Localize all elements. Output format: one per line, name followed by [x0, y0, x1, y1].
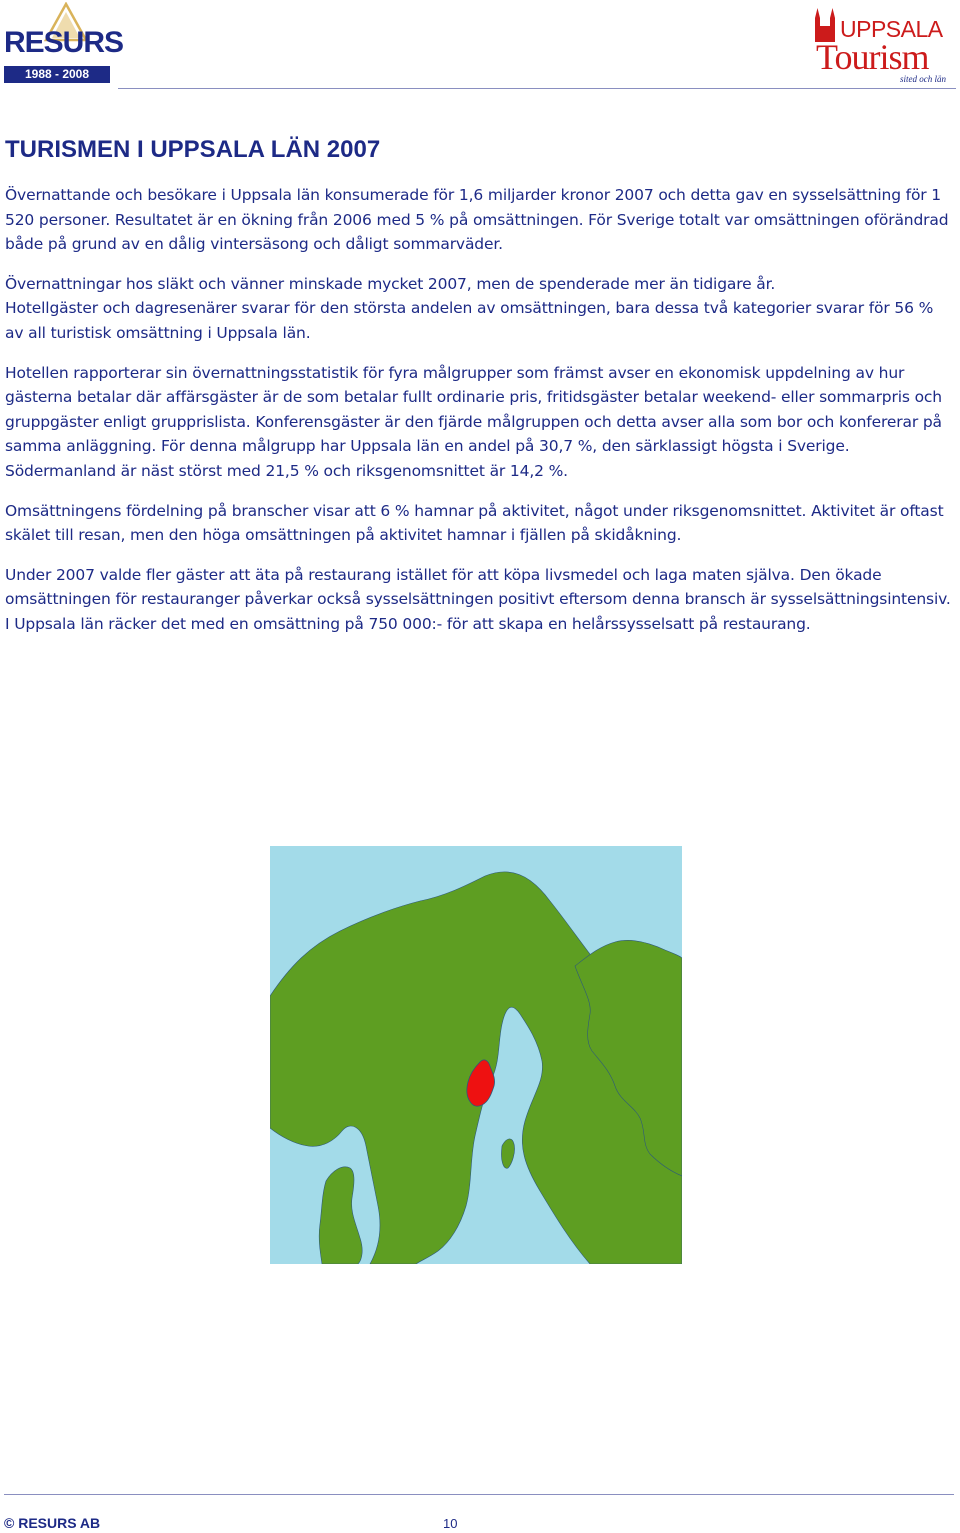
paragraph-1: Övernattande och besökare i Uppsala län konsumerade för 1,6 miljarder kronor 2007 och detta gav en sysselsättning för 1 520 personer. Resultatet är en ökning från 2006 med 5 % på omsättningen. För Sverige totalt var omsättningen oförändrad både på grund av en dålig vintersäsong och dåligt sommarväder. — [5, 186, 949, 254]
header-divider — [118, 88, 956, 89]
logo-tagline: sited och län — [900, 74, 946, 84]
footer-divider — [4, 1494, 954, 1495]
paragraph-2: Övernattningar hos släkt och vänner minskade mycket 2007, men de spenderade mer än tidigare år. — [5, 274, 776, 293]
scandinavia-map — [270, 846, 682, 1264]
body-text — [5, 183, 953, 652]
uppsala-tourism-logo — [808, 6, 958, 86]
logo-tourism-text: Tourism — [816, 37, 929, 77]
logo-uppsala-text: UPPSALA — [840, 16, 943, 42]
paragraph-4: Hotellen rapporterar sin övernattningsstatistik för fyra målgrupper som främst avser en ekonomisk uppdelning av hur gästerna betalar där affärsgäster är de som betalar fullt ordinarie pris, fritidsgäster betalar weekend- eller sommarpris och gruppgäster enligt grupprislista. Konferensgäster är den fjärde målgruppen och detta avser alla som bor och konfererar på samma anläggning. För denna målgrupp har Uppsala län en andel på 30,7 %, den särklassigt högsta i Sverige. Södermanland är näst störst med 21,5 % och riksgenomsnittet är 14,2 %. — [5, 363, 942, 480]
footer-copyright: © RESURS AB — [4, 1515, 101, 1531]
page-title: TURISMEN I UPPSALA LÄN 2007 — [5, 136, 381, 163]
paragraph-3: Hotellgäster och dagresenärer svarar för den största andelen av omsättningen, bara dessa två kategorier svarar för 56 % av all turistisk omsättning i Uppsala län. — [5, 299, 934, 342]
resurs-logo-years: 1988 - 2008 — [4, 66, 110, 83]
resurs-logo-text: RESURS — [4, 26, 124, 59]
page-number: 10 — [443, 1516, 458, 1531]
paragraph-6: Under 2007 valde fler gäster att äta på restaurang istället för att köpa livsmedel och laga maten själva. Den ökade omsättningen för restauranger påverkar också sysselsättningen positivt eftersom denna bransch är sysselsättningsintensiv. I Uppsala län räcker det med en omsättning på 750 000:- för att skapa en helårssysselsatt på restaurang. — [5, 565, 951, 633]
paragraph-5: Omsättningens fördelning på branscher visar att 6 % hamnar på aktivitet, något under riksgenomsnittet. Aktivitet är oftast skälet till resan, men den höga omsättningen på aktivitet hamnar i fjällen på skidåkning. — [5, 501, 944, 545]
resurs-logo — [2, 2, 124, 86]
